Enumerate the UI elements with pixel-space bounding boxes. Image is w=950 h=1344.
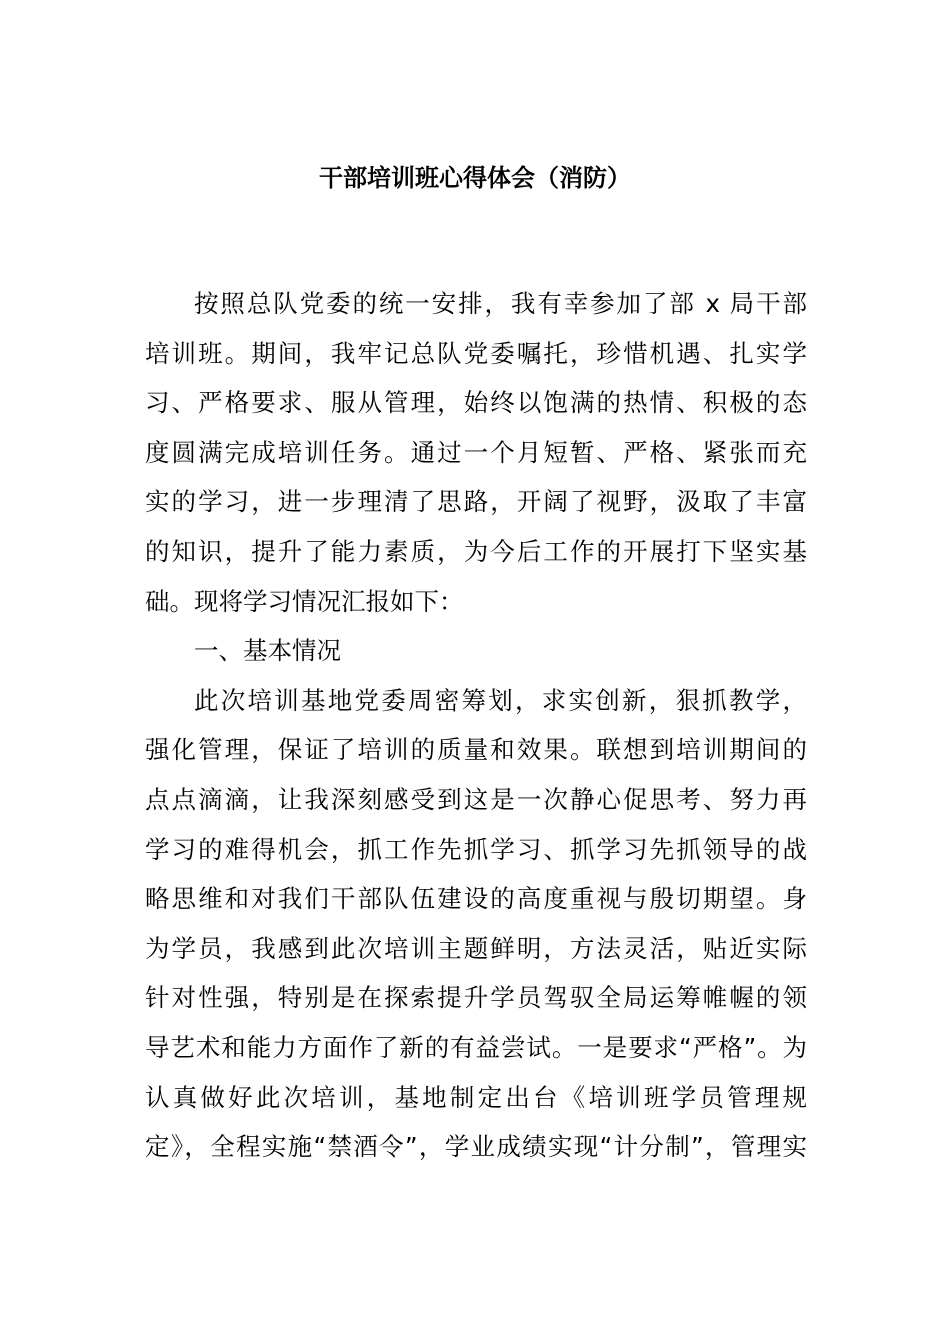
paragraph-line: 导艺术和能力方面作了新的有益尝试。一是要求“严格”。为 xyxy=(145,1032,807,1062)
paragraph-line: 针对性强，特别是在探索提升学员驾驭全局运筹帷幄的领 xyxy=(145,983,807,1013)
paragraph-line: 础。现将学习情况汇报如下： xyxy=(145,586,464,616)
paragraph-line: 认真做好此次培训，基地制定出台《培训班学员管理规 xyxy=(145,1082,807,1112)
paragraph-line: 培训班。期间，我牢记总队党委嘱托，珍惜机遇、扎实学 xyxy=(145,338,807,368)
section-heading: 一、基本情况 xyxy=(194,636,341,666)
document-body xyxy=(145,279,807,1172)
paragraph-line: 定》，全程实施“禁酒令”，学业成绩实现“计分制”，管理实 xyxy=(145,1132,807,1162)
paragraph-line: 实的学习，进一步理清了思路，开阔了视野，汲取了丰富 xyxy=(145,487,807,517)
paragraph-line: 的知识，提升了能力素质，为今后工作的开展打下坚实基 xyxy=(145,536,807,566)
paragraph-line: 按照总队党委的统一安排，我有幸参加了部 x 局干部 xyxy=(194,289,807,318)
paragraph-line: 此次培训基地党委周密筹划，求实创新，狠抓教学， xyxy=(194,685,807,715)
paragraph-line: 为学员，我感到此次培训主题鲜明，方法灵活，贴近实际 xyxy=(145,933,807,963)
paragraph-line: 略思维和对我们干部队伍建设的高度重视与殷切期望。身 xyxy=(145,884,807,914)
document-title: 干部培训班心得体会（消防） xyxy=(319,164,631,192)
paragraph-line: 点点滴滴，让我深刻感受到这是一次静心促思考、努力再 xyxy=(145,784,807,814)
paragraph-line: 习、严格要求、服从管理，始终以饱满的热情、积极的态 xyxy=(145,388,807,418)
paragraph-line: 度圆满完成培训任务。通过一个月短暂、严格、紧张而充 xyxy=(145,437,807,467)
paragraph-line: 学习的难得机会，抓工作先抓学习、抓学习先抓领导的战 xyxy=(145,834,807,864)
paragraph-line: 强化管理，保证了培训的质量和效果。联想到培训期间的 xyxy=(145,735,807,765)
